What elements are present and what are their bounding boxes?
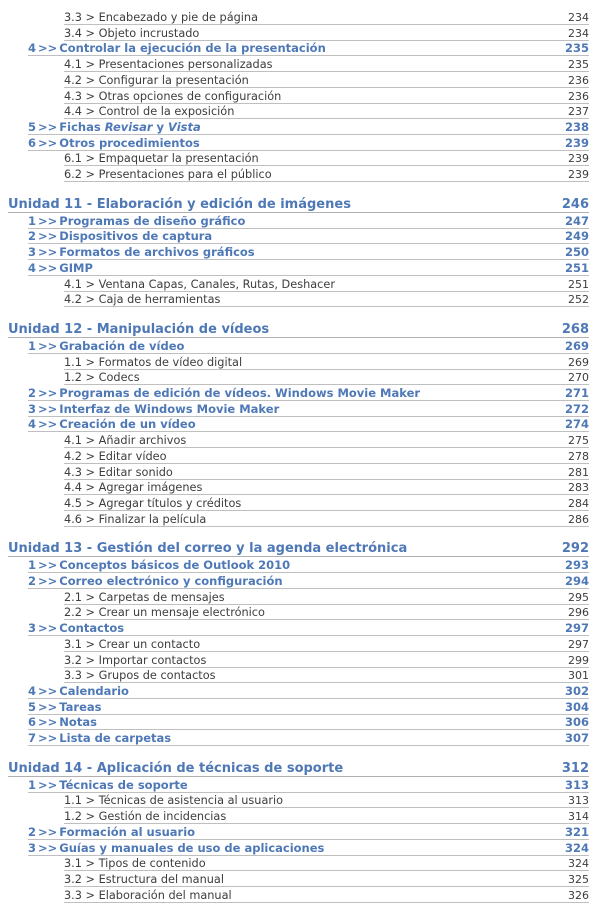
toc-entry-title: 4.2 > Configurar la presentación	[64, 73, 249, 87]
toc-entry-title: 3.1 > Tipos de contenido	[64, 857, 206, 871]
section-label: Interfaz de Windows Movie Maker	[59, 401, 280, 416]
toc-subsection-entry[interactable]	[0, 496, 600, 511]
row-divider	[64, 306, 589, 307]
toc-subsection-entry[interactable]	[0, 793, 600, 808]
toc-section-entry[interactable]	[0, 825, 600, 840]
toc-subsection-entry[interactable]	[0, 590, 600, 605]
page-number: 324	[564, 840, 589, 855]
page-number: 239	[564, 135, 589, 150]
page-number: 250	[564, 245, 589, 260]
section-marker: >>	[38, 119, 58, 134]
page-number: 236	[568, 73, 589, 87]
toc-section-entry[interactable]	[0, 41, 600, 56]
toc-entry-title: Unidad 13 - Gestión del correo y la agenda electrónica	[8, 541, 408, 557]
toc-subsection-entry[interactable]	[0, 104, 600, 119]
toc-subsection-entry[interactable]	[0, 809, 600, 824]
page-number: 247	[564, 213, 589, 228]
toc-entry-title	[28, 339, 184, 354]
toc-section-entry[interactable]	[0, 715, 600, 730]
page-number: 236	[568, 89, 589, 103]
row-divider	[64, 181, 589, 182]
toc-entry-title: 4.4 > Agregar imágenes	[64, 481, 203, 495]
toc-section-entry[interactable]	[0, 386, 600, 401]
toc-subsection-entry[interactable]	[0, 433, 600, 448]
section-label: Programas de edición de vídeos. Windows Movie Maker	[59, 386, 421, 400]
page-number: 235	[568, 58, 589, 72]
toc-section-entry[interactable]	[0, 621, 600, 636]
page-number: 294	[564, 574, 589, 588]
section-label: Lista de carpetas	[59, 731, 172, 745]
section-marker: >>	[38, 558, 58, 573]
toc-section-entry[interactable]	[0, 402, 600, 417]
page-number: 246	[561, 196, 589, 212]
section-marker: >>	[38, 699, 58, 714]
page-number: 297	[564, 621, 589, 636]
toc-entry-title: 1.1 > Técnicas de asistencia al usuario	[64, 794, 284, 808]
toc-entry-title: 3.2 > Estructura del manual	[64, 872, 224, 886]
toc-section-entry[interactable]	[0, 558, 600, 573]
page-number: 293	[564, 558, 589, 573]
section-label: Técnicas de soporte	[59, 777, 188, 792]
toc-entry-title: 4.3 > Editar sonido	[64, 465, 173, 479]
section-label: Controlar la ejecución de la presentación	[59, 41, 326, 56]
toc-section-entry[interactable]	[0, 778, 600, 793]
section-number: 3	[28, 621, 37, 636]
toc-subsection-entry[interactable]	[0, 449, 600, 464]
toc-entry-title: Unidad 11 - Elaboración y edición de imágenes	[8, 196, 351, 212]
toc-entry-title	[28, 731, 171, 746]
section-label: Creación de un vídeo	[59, 417, 196, 432]
toc-entry-title	[28, 825, 195, 840]
toc-section-entry[interactable]	[0, 684, 600, 699]
toc-subsection-entry[interactable]	[0, 370, 600, 385]
page-number: 252	[568, 293, 589, 307]
toc-entry-title: 4.1 > Añadir archivos	[64, 434, 187, 448]
page-number: 270	[568, 371, 589, 385]
page-number: 321	[564, 824, 589, 839]
row-divider	[64, 526, 589, 527]
section-number: 4	[28, 683, 37, 698]
toc-unit-heading[interactable]	[0, 196, 600, 213]
toc-subsection-entry[interactable]	[0, 355, 600, 370]
toc-entry-title	[28, 120, 201, 135]
section-number: 5	[28, 699, 37, 714]
page-number: 307	[564, 731, 589, 745]
section-number: 2	[28, 824, 37, 839]
section-marker: >>	[38, 245, 58, 260]
toc-entry-title	[28, 684, 129, 699]
toc-subsection-entry[interactable]	[0, 151, 600, 166]
toc-entry-title: Unidad 14 - Aplicación de técnicas de soporte	[8, 760, 344, 776]
toc-subsection-entry[interactable]	[0, 292, 600, 307]
section-marker: >>	[38, 213, 58, 228]
section-marker: >>	[38, 338, 58, 353]
section-number: 2	[28, 574, 37, 588]
section-marker: >>	[38, 777, 58, 792]
section-number: 6	[28, 135, 37, 150]
toc-subsection-entry[interactable]	[0, 277, 600, 292]
section-number: 4	[28, 260, 37, 275]
page-number: 297	[568, 637, 589, 651]
toc-subsection-entry[interactable]	[0, 10, 600, 25]
toc-entry-title	[28, 417, 196, 432]
page-number: 239	[568, 152, 589, 166]
section-number: 2	[28, 229, 37, 244]
toc-entry-title: Unidad 12 - Manipulación de vídeos	[8, 321, 270, 337]
section-label: Formatos de archivos gráficos	[59, 245, 255, 260]
page-number: 286	[568, 512, 589, 526]
row-divider	[8, 776, 589, 777]
page-number: 275	[568, 434, 589, 448]
toc-entry-title: 1.2 > Codecs	[64, 371, 140, 385]
section-marker: >>	[38, 715, 58, 730]
page-number: 284	[568, 496, 589, 510]
section-label: Notas	[59, 715, 97, 730]
toc-section-entry[interactable]	[0, 120, 600, 135]
section-marker: >>	[38, 229, 58, 244]
page-number: 306	[564, 715, 589, 730]
toc-section-entry[interactable]	[0, 261, 600, 276]
toc-subsection-entry[interactable]	[0, 167, 600, 182]
section-number: 1	[28, 558, 37, 573]
section-label: Contactos	[59, 621, 125, 636]
toc-unit-heading[interactable]	[0, 540, 600, 557]
toc-entry-title	[28, 700, 102, 715]
toc-entry-title: 2.1 > Carpetas de mensajes	[64, 590, 225, 604]
section-number: 4	[28, 417, 37, 432]
toc-entry-title: 3.3 > Grupos de contactos	[64, 669, 216, 683]
section-label: Formación al usuario	[59, 824, 196, 839]
label-part: y	[152, 119, 169, 134]
toc-entry-title: 4.2 > Editar vídeo	[64, 449, 167, 463]
section-label	[59, 120, 200, 134]
section-marker: >>	[38, 824, 58, 839]
section-marker: >>	[38, 840, 58, 855]
section-number: 7	[28, 731, 37, 745]
section-label: Programas de diseño gráfico	[59, 213, 246, 228]
page-number: 272	[564, 401, 589, 416]
toc-unit-heading[interactable]	[0, 760, 600, 777]
section-label: Tareas	[59, 699, 102, 714]
row-divider	[8, 556, 589, 557]
toc-entry-title	[28, 778, 188, 793]
section-marker: >>	[38, 260, 58, 275]
section-marker: >>	[38, 386, 58, 400]
row-divider	[64, 902, 589, 903]
section-number: 5	[28, 119, 37, 134]
toc-entry-title: 3.3 > Encabezado y pie de página	[64, 11, 259, 24]
page-number: 283	[568, 481, 589, 495]
label-part: Revisar	[104, 119, 153, 134]
toc-section-entry[interactable]	[0, 417, 600, 432]
section-number: 1	[28, 338, 37, 353]
toc-entry-title	[28, 841, 324, 856]
toc-entry-title: 4.5 > Agregar títulos y créditos	[64, 496, 242, 510]
page-number: 326	[568, 888, 589, 902]
toc-section-entry[interactable]	[0, 339, 600, 354]
toc-subsection-entry[interactable]	[0, 856, 600, 871]
page-number: 295	[568, 590, 589, 604]
row-divider	[8, 212, 589, 213]
page-number: 271	[564, 386, 589, 400]
toc-section-entry[interactable]	[0, 731, 600, 746]
section-marker: >>	[38, 135, 58, 150]
section-label: Otros procedimientos	[59, 135, 200, 150]
toc-section-entry[interactable]	[0, 841, 600, 856]
toc-entry-title: 3.1 > Crear un contacto	[64, 637, 201, 651]
toc-entry-title	[28, 261, 93, 276]
toc-section-entry[interactable]	[0, 229, 600, 244]
toc-subsection-entry[interactable]	[0, 89, 600, 104]
section-label: Dispositivos de captura	[59, 229, 213, 244]
toc-entry-title	[28, 402, 279, 417]
toc-subsection-entry[interactable]	[0, 57, 600, 72]
section-marker: >>	[38, 574, 58, 588]
toc-subsection-entry[interactable]	[0, 888, 600, 903]
page-number: 239	[568, 168, 589, 181]
toc-subsection-entry[interactable]	[0, 637, 600, 652]
toc-entry-title	[28, 621, 124, 636]
section-number: 2	[28, 386, 37, 400]
row-divider	[28, 745, 589, 746]
toc-entry-title: 4.4 > Control de la exposición	[64, 105, 235, 119]
section-marker: >>	[38, 621, 58, 636]
section-label: Conceptos básicos de Outlook 2010	[59, 558, 291, 573]
section-number: 6	[28, 715, 37, 730]
section-number: 1	[28, 213, 37, 228]
toc-entry-title	[28, 214, 245, 229]
label-part: Fichas	[59, 119, 105, 134]
toc-entry-title	[28, 574, 283, 589]
toc-entry-title: 6.2 > Presentaciones para el público	[64, 168, 272, 181]
page-number: 237	[568, 105, 589, 119]
toc-entry-title: 2.2 > Crear un mensaje electrónico	[64, 606, 265, 620]
page-number: 281	[568, 465, 589, 479]
toc-subsection-entry[interactable]	[0, 26, 600, 41]
page-number: 312	[561, 760, 589, 776]
toc-entry-title: 4.6 > Finalizar la película	[64, 512, 207, 526]
page-number: 324	[568, 857, 589, 871]
section-label: GIMP	[59, 260, 93, 275]
row-divider	[8, 337, 589, 338]
section-number: 1	[28, 777, 37, 792]
toc-subsection-entry[interactable]	[0, 73, 600, 88]
toc-subsection-entry[interactable]	[0, 512, 600, 527]
toc-entry-title	[28, 386, 420, 401]
section-marker: >>	[38, 683, 58, 698]
toc-subsection-entry[interactable]	[0, 605, 600, 620]
toc-entry-title: 4.2 > Caja de herramientas	[64, 293, 221, 307]
section-marker: >>	[38, 41, 58, 56]
toc-entry-title: 1.2 > Gestión de incidencias	[64, 810, 227, 824]
section-number: 4	[28, 41, 37, 56]
section-number: 3	[28, 245, 37, 260]
toc-entry-title: 4.3 > Otras opciones de configuración	[64, 89, 282, 103]
toc-unit-heading[interactable]	[0, 321, 600, 338]
toc-subsection-entry[interactable]	[0, 480, 600, 495]
toc-entry-title: 1.1 > Formatos de vídeo digital	[64, 355, 243, 369]
toc-subsection-entry[interactable]	[0, 668, 600, 683]
section-marker: >>	[38, 417, 58, 432]
toc-subsection-entry[interactable]	[0, 872, 600, 887]
page-number: 251	[564, 260, 589, 275]
toc-section-entry[interactable]	[0, 574, 600, 589]
page-number: 274	[564, 417, 589, 432]
page-number: 296	[568, 606, 589, 620]
page-number: 302	[564, 683, 589, 698]
toc-entry-title: 3.2 > Importar contactos	[64, 653, 207, 667]
toc-entry-title: 4.1 > Ventana Capas, Canales, Rutas, Deshacer	[64, 277, 335, 291]
page-number: 299	[568, 653, 589, 667]
toc-entry-title: 6.1 > Empaquetar la presentación	[64, 152, 259, 166]
section-label: Correo electrónico y configuración	[59, 574, 283, 588]
section-number: 3	[28, 401, 37, 416]
toc-section-entry[interactable]	[0, 214, 600, 229]
page-number: 278	[568, 449, 589, 463]
toc-entry-title	[28, 136, 200, 151]
page-number: 292	[561, 541, 589, 557]
page-number: 268	[561, 321, 589, 337]
page-number: 269	[568, 355, 589, 369]
section-marker: >>	[38, 731, 58, 745]
page-number: 249	[564, 229, 589, 244]
section-marker: >>	[38, 401, 58, 416]
page-number: 234	[568, 26, 589, 40]
page-number: 313	[564, 777, 589, 792]
toc-entry-title: 4.1 > Presentaciones personalizadas	[64, 58, 273, 72]
page-number: 313	[568, 794, 589, 808]
toc-entry-title	[28, 558, 290, 573]
page-number: 235	[564, 41, 589, 56]
toc-entry-title	[28, 245, 255, 260]
page-number: 269	[564, 338, 589, 353]
toc-entry-title	[28, 715, 97, 730]
toc-section-entry[interactable]	[0, 245, 600, 260]
toc-entry-title	[28, 41, 326, 56]
page-number: 238	[564, 119, 589, 134]
page-number: 251	[568, 277, 589, 291]
page-number: 314	[568, 810, 589, 824]
page-number: 325	[568, 872, 589, 886]
section-label: Guías y manuales de uso de aplicaciones	[59, 840, 325, 855]
toc-entry-title: 3.3 > Elaboración del manual	[64, 888, 232, 902]
page-number: 234	[568, 11, 589, 24]
page-number: 301	[568, 669, 589, 683]
section-label: Grabación de vídeo	[59, 338, 185, 353]
section-number: 3	[28, 840, 37, 855]
toc-section-entry[interactable]	[0, 700, 600, 715]
toc-entry-title: 3.4 > Objeto incrustado	[64, 26, 200, 40]
toc-entry-title	[28, 229, 212, 244]
toc-subsection-entry[interactable]	[0, 653, 600, 668]
page-number: 304	[564, 699, 589, 714]
toc-subsection-entry[interactable]	[0, 465, 600, 480]
label-part: Vista	[168, 119, 201, 134]
section-label: Calendario	[59, 683, 129, 698]
toc-section-entry[interactable]	[0, 136, 600, 151]
